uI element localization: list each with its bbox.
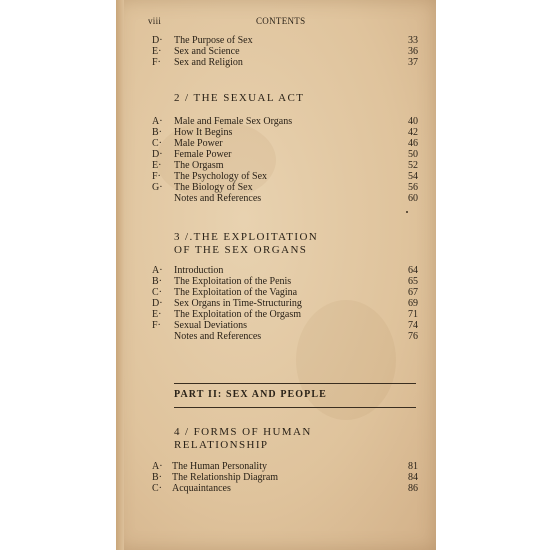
- chapter-3-title-line2: OF THE SEX ORGANS: [174, 244, 308, 256]
- toc-entry: F· Sex and Religion 37: [152, 57, 418, 68]
- chapter-4-title-line1: 4 / FORMS OF HUMAN: [174, 426, 312, 438]
- page-title: CONTENTS: [256, 16, 306, 26]
- toc-entry: E· The Orgasm 52: [152, 160, 418, 171]
- page-number: viii: [148, 16, 162, 26]
- toc-entry: E· The Exploitation of the Orgasm 71: [152, 309, 418, 320]
- toc-entry: D· The Purpose of Sex 33: [152, 35, 418, 46]
- part-2-title: PART II: SEX AND PEOPLE: [174, 389, 327, 400]
- toc-entry: Notes and References 60: [174, 193, 418, 204]
- stray-dot-mark: [406, 211, 408, 213]
- toc-entry: A· Male and Female Sex Organs 40: [152, 116, 418, 127]
- toc-entry: Notes and References 76: [174, 331, 418, 342]
- part-rule-top: [174, 383, 416, 384]
- toc-entry: F· The Psychology of Sex 54: [152, 171, 418, 182]
- toc-list-top: [152, 35, 418, 68]
- chapter-4-title: [174, 426, 404, 452]
- book-page: [116, 0, 436, 550]
- toc-entry: B· How It Begins 42: [152, 127, 418, 138]
- toc-entry: F· Sexual Deviations 74: [152, 320, 418, 331]
- page-header: [148, 16, 426, 30]
- toc-entry: D· Female Power 50: [152, 149, 418, 160]
- toc-entry: C· The Exploitation of the Vagina 67: [152, 287, 418, 298]
- toc-entry: G· The Biology of Sex 56: [152, 182, 418, 193]
- toc-entry: C· Male Power 46: [152, 138, 418, 149]
- toc-list-chapter-2: [152, 116, 418, 204]
- chapter-3-title: [174, 231, 404, 257]
- toc-entry: B· The Relationship Diagram 84: [152, 472, 418, 483]
- part-rule-bottom: [174, 407, 416, 408]
- chapter-2-title: 2 / THE SEXUAL ACT: [174, 92, 305, 104]
- toc-entry: A· Introduction 64: [152, 265, 418, 276]
- toc-entry: E· Sex and Science 36: [152, 46, 418, 57]
- toc-list-chapter-3: [152, 265, 418, 342]
- toc-list-chapter-4: [152, 461, 418, 494]
- chapter-3-title-line1: 3 /.THE EXPLOITATION: [174, 231, 319, 243]
- page-spine-shadow: [116, 0, 124, 550]
- toc-entry: C· Acquaintances 86: [152, 483, 418, 494]
- toc-entry: A· The Human Personality 81: [152, 461, 418, 472]
- toc-entry: D· Sex Organs in Time-Structuring 69: [152, 298, 418, 309]
- toc-entry: B· The Exploitation of the Penis 65: [152, 276, 418, 287]
- chapter-4-title-line2: RELATIONSHIP: [174, 439, 269, 451]
